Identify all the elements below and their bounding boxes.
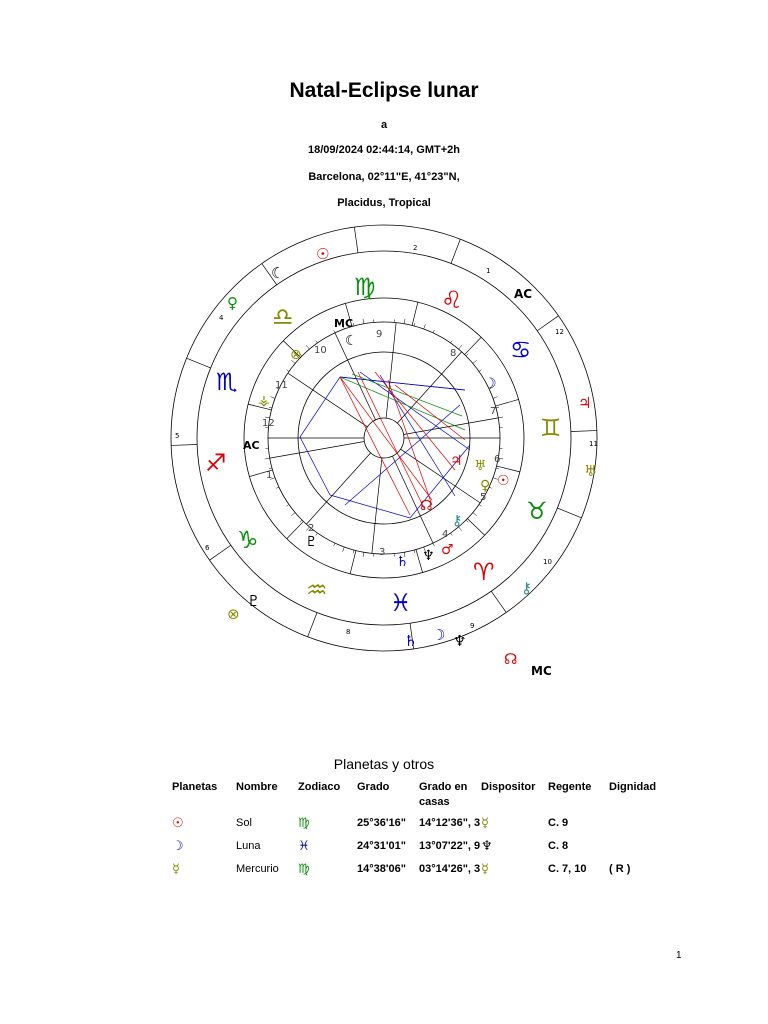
- ring-outer-inner: [197, 251, 571, 625]
- outer-pluto: ♇: [247, 592, 261, 610]
- outer-house-number: 6: [205, 544, 210, 552]
- grado-casas-value: 03°14'26", 3: [419, 863, 481, 875]
- inner-house-number: 1: [266, 470, 273, 481]
- degree-tick: [363, 319, 364, 324]
- inner-node: ☊: [420, 498, 433, 514]
- house-cusp-outer: [187, 358, 211, 368]
- outer-sun: ☉: [316, 245, 330, 263]
- degree-tick: [291, 513, 295, 516]
- sign-aries: ♈: [473, 558, 495, 586]
- inner-house-number: 5: [480, 492, 487, 503]
- outer-house-number: 9: [470, 622, 475, 630]
- dispositor-symbol: ☿: [481, 862, 489, 877]
- degree-tick: [363, 552, 364, 557]
- house-cusp-outer: [557, 508, 581, 518]
- inner-jupiter: ♃: [450, 453, 463, 469]
- degree-tick: [334, 330, 335, 333]
- col-regente: Regente: [548, 781, 592, 793]
- house-cusp-outer: [308, 613, 317, 637]
- house-cusp-inner: [404, 418, 499, 435]
- inner-uranus: ♅: [474, 458, 487, 474]
- degree-tick: [414, 323, 415, 326]
- house-system: Placidus, Tropical: [337, 197, 431, 209]
- outer-house-number: 2: [413, 244, 418, 252]
- outer-venus: ♀: [227, 294, 238, 312]
- col-grado: Grado: [357, 781, 390, 793]
- outer-house-number: 10: [543, 558, 552, 566]
- sign-pisces: ♓: [390, 589, 412, 617]
- degree-tick: [424, 324, 426, 329]
- house-cusp-outer: [210, 545, 231, 560]
- ring-outer: [171, 225, 597, 651]
- inner-neptune: ♆: [422, 548, 435, 564]
- inner-house-number: 3: [379, 547, 386, 558]
- degree-tick: [300, 520, 302, 522]
- inner-mercury: ♀: [480, 478, 491, 494]
- inner-sun: ☉: [497, 473, 510, 489]
- aspect-line: [340, 377, 432, 500]
- inner-mars: ♂: [441, 542, 454, 558]
- aspect-lines: [300, 372, 470, 518]
- sign-libra: ♎: [272, 303, 294, 331]
- outer-moon-pisces: ☽: [432, 626, 446, 644]
- outer-node: ☊: [504, 650, 518, 668]
- degree-tick: [451, 533, 453, 535]
- dispositor-symbol: ♆: [481, 839, 493, 854]
- inner-house-number: 10: [314, 345, 327, 356]
- degree-tick: [353, 550, 354, 553]
- inner-pluto-2: ⚶: [258, 393, 270, 409]
- table-row: [172, 837, 659, 860]
- zodiac-symbol: ♍: [298, 862, 310, 877]
- col-nombre: Nombre: [236, 781, 278, 793]
- sign-sagittarius: ♐: [205, 449, 227, 477]
- inner-moon-2: ☾: [345, 333, 358, 349]
- outer-house-number: 11: [589, 440, 598, 448]
- planet-symbol: ☽: [172, 839, 184, 854]
- sign-leo: ♌: [441, 286, 463, 314]
- planet-symbol: ☉: [172, 816, 184, 831]
- sign-gemini: ♊: [540, 414, 562, 442]
- outer-part-fortune: ⊗: [227, 605, 240, 623]
- house-cusp-inner: [372, 458, 382, 553]
- degree-tick: [316, 341, 318, 343]
- sign-boundary: [465, 337, 482, 354]
- inner-house-number: 6: [494, 454, 501, 465]
- ac-label-inner: AC: [243, 439, 260, 452]
- planet-name: Sol: [236, 817, 252, 829]
- col-grado-casas: Grado en casas: [419, 781, 468, 808]
- degree-tick: [353, 323, 354, 326]
- sign-boundary: [412, 302, 418, 325]
- degree-tick: [270, 397, 275, 399]
- inner-chiron: ⚷: [452, 513, 463, 529]
- grado-value: 24°31'01": [357, 840, 406, 852]
- degree-tick: [404, 319, 405, 324]
- col-dispositor: Dispositor: [481, 781, 536, 793]
- table-row: [172, 860, 659, 883]
- degree-tick: [473, 360, 477, 363]
- inner-house-number: 11: [275, 380, 288, 391]
- degree-tick: [334, 543, 335, 546]
- degree-tick: [343, 547, 345, 552]
- aspect-line: [388, 380, 432, 505]
- degree-tick: [414, 550, 415, 553]
- inner-house-number: 12: [262, 418, 275, 429]
- outer-jupiter: ♃: [578, 394, 592, 412]
- house-cusp-outer: [491, 591, 506, 612]
- inner-moon: ☽: [484, 376, 497, 392]
- degree-tick: [493, 397, 498, 399]
- chart-datetime: 18/09/2024 02:44:14, GMT+2h: [308, 144, 460, 156]
- page-title: Natal-Eclipse lunar: [289, 79, 479, 102]
- house-cusp-outer: [571, 431, 597, 432]
- outer-moon: ☾: [271, 264, 285, 282]
- outer-uranus: ♅: [584, 462, 598, 480]
- ac-label-outer: AC: [514, 287, 533, 301]
- chart-subtitle: a: [380, 119, 388, 131]
- degree-tick: [479, 370, 481, 372]
- inner-part-fortune: ⊗: [290, 347, 302, 363]
- degree-tick: [466, 354, 468, 356]
- degree-tick: [451, 341, 453, 343]
- degree-tick: [433, 330, 434, 333]
- house-cusp-inner: [270, 441, 365, 458]
- regente-value: C. 9: [548, 817, 569, 829]
- natal-chart-wheel: [160, 220, 610, 700]
- regente-value: C. 8: [548, 840, 569, 852]
- degree-tick: [287, 505, 289, 507]
- grado-casas-value: 13°07'22", 9: [419, 840, 481, 852]
- mc-label-outer: MC: [531, 664, 552, 678]
- mc-label-inner: MC: [334, 317, 354, 330]
- degree-tick: [265, 458, 270, 459]
- sign-boundary: [287, 521, 304, 538]
- table-row: [172, 814, 659, 837]
- sign-boundary: [496, 399, 519, 406]
- sign-scorpio: ♏: [216, 368, 238, 396]
- chart-rings: [171, 225, 597, 651]
- degree-tick: [473, 513, 477, 516]
- planet-name: Luna: [236, 840, 261, 852]
- degree-tick: [479, 505, 481, 507]
- degree-tick: [306, 345, 309, 349]
- degree-tick: [433, 543, 434, 546]
- outer-saturn: ♄: [404, 632, 418, 650]
- aspect-line: [352, 374, 462, 416]
- outer-house-number: 12: [555, 328, 564, 336]
- grado-casas-value: 14°12'36", 3: [419, 817, 481, 829]
- sign-capricorn: ♑: [237, 526, 259, 554]
- outer-house-number: 8: [346, 628, 351, 636]
- planets-table-title: Planetas y otros: [333, 756, 435, 772]
- aspect-line: [340, 377, 410, 515]
- sign-boundary: [350, 551, 356, 574]
- degree-tick: [269, 468, 272, 469]
- house-cusp-outer: [354, 227, 358, 253]
- sign-boundary: [497, 466, 520, 472]
- grado-value: 14°38'06": [357, 863, 406, 875]
- outer-chiron: ⚷: [521, 579, 532, 597]
- degree-tick: [498, 417, 503, 418]
- sign-boundary: [467, 519, 484, 536]
- sign-taurus: ♉: [526, 497, 548, 525]
- inner-house-number: 4: [442, 529, 449, 540]
- degree-tick: [287, 370, 289, 372]
- regente-value: C. 7, 10: [548, 863, 587, 875]
- degree-tick: [496, 407, 499, 408]
- planet-symbol: ☿: [172, 862, 180, 877]
- aspect-line: [395, 385, 465, 440]
- house-cusps: [171, 227, 597, 649]
- degree-tick: [276, 487, 279, 488]
- zodiac-symbol: ♍: [298, 816, 310, 831]
- degree-tick: [459, 345, 462, 349]
- planets-table: [172, 778, 659, 883]
- inner-house-number: 9: [376, 329, 383, 340]
- col-planetas: Planetas: [172, 781, 218, 793]
- inner-house-number: 7: [490, 406, 497, 417]
- house-cusp-inner: [306, 453, 370, 524]
- col-zodiaco: Zodiaco: [298, 781, 341, 793]
- outer-house-number: 5: [175, 432, 180, 440]
- sign-cancer: ♋: [510, 336, 532, 364]
- inner-saturn: ♄: [396, 554, 409, 570]
- degree-tick: [466, 520, 468, 522]
- table-header-row: [172, 778, 659, 814]
- dispositor-symbol: ☿: [481, 816, 489, 831]
- outer-house-number: 1: [486, 267, 491, 275]
- grado-value: 25°36'16": [357, 817, 406, 829]
- ring-center: [364, 418, 404, 458]
- sign-aquarius: ♒: [306, 576, 328, 604]
- inner-house-number: 2: [308, 523, 315, 534]
- house-cusp-outer: [171, 445, 197, 446]
- dignidad-value: [609, 814, 659, 837]
- zodiac-symbol: ♓: [298, 839, 310, 854]
- sign-virgo: ♍: [354, 273, 376, 301]
- planet-name: Mercurio: [236, 863, 279, 875]
- inner-house-number: 8: [450, 348, 457, 359]
- chart-location: Barcelona, 02°11"E, 41°23"N,: [308, 171, 460, 183]
- outer-house-number: 4: [219, 314, 224, 322]
- outer-neptune: ♆: [453, 632, 467, 650]
- inner-pluto: ♇: [305, 534, 318, 550]
- page-number: 1: [676, 950, 682, 961]
- degree-tick: [496, 468, 499, 469]
- dignidad-value: [609, 837, 659, 860]
- dignidad-value: ( R ): [609, 863, 631, 875]
- house-cusp-inner: [386, 323, 396, 418]
- house-cusp-outer: [451, 239, 460, 263]
- col-dignidad: Dignidad: [609, 781, 657, 793]
